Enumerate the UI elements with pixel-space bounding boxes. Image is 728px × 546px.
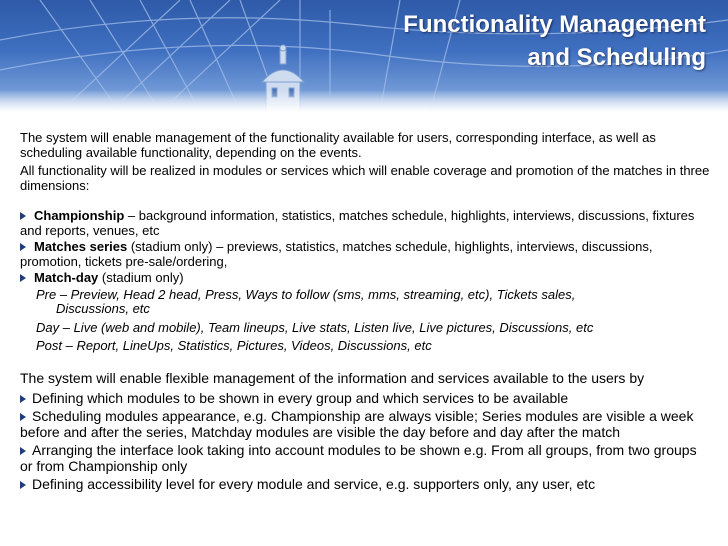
dimension-desc: (stadium only): [98, 270, 184, 285]
bullet-icon: [20, 447, 26, 455]
bullet-icon: [20, 212, 26, 220]
matchday-pre: [36, 288, 710, 317]
intro-paragraph-2: All functionality will be realized in modules or services which will enable coverage and promotion of the matches in three dimensions:: [20, 163, 710, 193]
dimension-term: Match-day: [34, 270, 99, 285]
flexible-management: [20, 370, 710, 492]
banner-fade: [0, 90, 728, 112]
bullet-icon: [20, 274, 26, 282]
title-line-2: and Scheduling: [527, 44, 706, 71]
dimension-championship: [20, 209, 710, 238]
flexible-item-text: Defining which modules to be shown in every group and which services to be available: [32, 389, 569, 406]
matchday-post: Post – Report, LineUps, Statistics, Pictures, Videos, Discussions, etc: [36, 338, 432, 353]
intro-paragraph-1: The system will enable management of the functionality available for users, corresponding interface, as well as scheduling available functionality, depending on the events.: [20, 130, 656, 160]
matchday-day: Day – Live (web and mobile), Team lineups, Live stats, Listen live, Live pictures, Discussions, etc: [36, 319, 594, 335]
flexible-item-text: Arranging the interface look taking into account modules to be shown e.g. From all groups, from two groups or from Championship only: [20, 441, 697, 474]
matchday-pre-line2: Discussions, etc: [56, 301, 150, 316]
flexible-intro: The system will enable flexible management of the information and services available to the users by: [20, 369, 645, 386]
dimension-match-day: [20, 271, 710, 286]
dimension-desc: (stadium only) – previews, statistics, matches schedule, highlights, interviews, discussions, promotion, tickets pre-sale/ordering,: [20, 239, 653, 269]
title-line-1: Functionality Management: [403, 11, 706, 38]
dimension-desc: – background information, statistics, matches schedule, highlights, interviews, discussions, fixtures and reports, venues, etc: [20, 208, 695, 238]
dimension-term: Matches series: [34, 239, 128, 254]
bullet-icon: [20, 243, 26, 251]
flexible-item: [20, 390, 710, 406]
bullet-icon: [20, 395, 26, 403]
dimension-matches-series: [20, 240, 710, 269]
flexible-item-text: Defining accessibility level for every module and service, e.g. supporters only, any user, etc: [32, 475, 596, 492]
slide-title: [403, 8, 706, 74]
dimension-term: Championship: [34, 208, 125, 223]
flexible-item: [20, 476, 710, 492]
slide-body: [20, 131, 710, 494]
bullet-icon: [20, 481, 26, 489]
flexible-item: [20, 408, 710, 440]
header-banner: [0, 0, 728, 112]
matchday-pre-line1: Pre – Preview, Head 2 head, Press, Ways to follow (sms, mms, streaming, etc), Tickets sales,: [36, 286, 576, 302]
bullet-icon: [20, 413, 26, 421]
flexible-item: [20, 442, 710, 474]
flexible-item-text: Scheduling modules appearance, e.g. Championship are always visible; Series modules are visible a week before and after the series, Matchday modules are visible the day before and day after the match: [20, 407, 694, 440]
